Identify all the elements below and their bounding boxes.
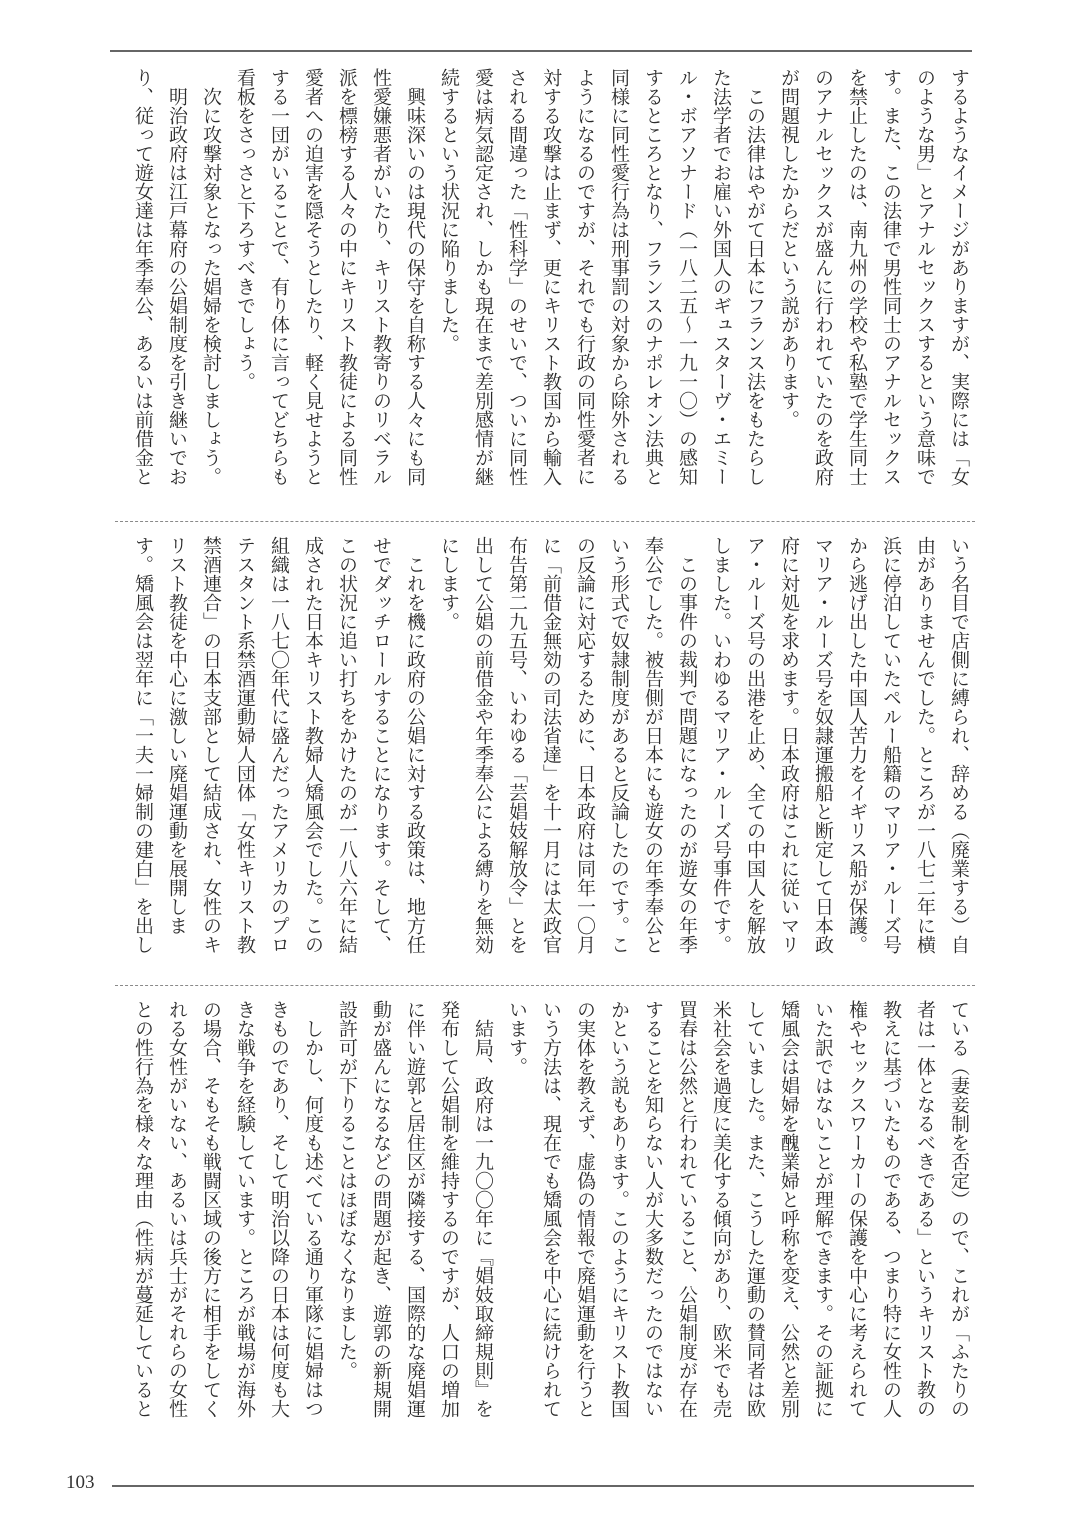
text-column: マリア・ルーズ号を奴隷運搬船と断定して日本政 <box>812 536 834 954</box>
text-column: との性行為を様々な理由（性病が蔓延していると <box>132 1000 154 1418</box>
text-column: 次に攻撃対象となった娼婦を検討しましょう。 <box>200 68 222 486</box>
text-column: 発布して公娼制を維持するのですが、人口の増加 <box>438 1000 460 1418</box>
text-column: 浜に停泊していたペルー船籍のマリア・ルーズ号 <box>880 536 902 954</box>
text-column: 動が盛んになるなどの問題が起き、遊郭の新規開 <box>370 1000 392 1418</box>
text-column: 明治政府は江戸幕府の公娼制度を引き継いでお <box>166 68 188 486</box>
text-column: この法律はやがて日本にフランス法をもたらし <box>744 68 766 486</box>
text-column: に伴い遊郭と居住区が隣接する、国際的な廃娼運 <box>404 1000 426 1418</box>
text-column: いう名目で店側に縛られ、辞める（廃業する）自 <box>948 536 970 954</box>
text-column: 同様に同性愛行為は刑事罰の対象から除外される <box>608 68 630 486</box>
text-column: の反論に対応するために、日本政府は同年一〇月 <box>574 536 596 954</box>
text-column: が問題視したからだという説があります。 <box>778 68 800 429</box>
text-tier-1 <box>126 68 976 514</box>
text-column: せでダッチロールすることになります。そして、 <box>370 536 392 954</box>
text-column: す。また、この法律で男性同士のアナルセックス <box>880 68 902 486</box>
text-column: 由がありませんでした。ところが一八七二年に横 <box>914 536 936 954</box>
text-column: いう形式で奴隷制度があると反論したのです。こ <box>608 536 630 954</box>
text-column: 興味深いのは現代の保守を自称する人々にも同 <box>404 68 426 486</box>
text-column: ている（妻妾制を否定）ので、これが「ふたりの <box>948 1000 970 1418</box>
text-column: しました。いわゆるマリア・ルーズ号事件です。 <box>710 536 732 954</box>
text-column: きな戦争を経験しています。ところが戦場が海外 <box>234 1000 256 1418</box>
text-column: 設許可が下りることはほぼなくなりました。 <box>336 1000 358 1380</box>
text-column: います。 <box>506 1000 528 1076</box>
text-column: 米社会を過度に美化する傾向があり、欧米でも売 <box>710 1000 732 1418</box>
text-column: 組織は一八七〇年代に盛んだったアメリカのプロ <box>268 536 290 954</box>
text-column: するところとなり、フランスのナポレオン法典と <box>642 68 664 486</box>
text-column: す。矯風会は翌年に「一夫一婦制の建白」を出し <box>132 536 154 954</box>
text-column: 買春は公然と行われていること、公娼制度が存在 <box>676 1000 698 1418</box>
text-column: することを知らない人が大多数だったのではない <box>642 1000 664 1418</box>
text-column: 派を標榜する人々の中にキリスト教徒による同性 <box>336 68 358 486</box>
text-column: 成された日本キリスト教婦人矯風会でした。この <box>302 536 324 954</box>
text-column: していました。また、こうした運動の賛同者は欧 <box>744 1000 766 1418</box>
text-column: 愛は病気認定され、しかも現在まで差別感情が継 <box>472 68 494 486</box>
text-column: する一団がいることで、有り体に言ってどちらも <box>268 68 290 486</box>
text-column: のアナルセックスが盛んに行われていたのを政府 <box>812 68 834 486</box>
text-column: の場合、そもそも戦闘区域の後方に相手をしてく <box>200 1000 222 1418</box>
text-column: 教えに基づいたものである、つまり特に女性の人 <box>880 1000 902 1418</box>
text-column: ル・ボアソナード（一八二五～一九一〇）の感知 <box>676 68 698 486</box>
text-column: 愛者への迫害を隠そうとしたり、軽く見せようと <box>302 68 324 486</box>
page-number: 103 <box>66 1472 95 1493</box>
tier-divider-2 <box>115 985 975 986</box>
text-column: 奉公でした。被告側が日本にも遊女の年季奉公と <box>642 536 664 954</box>
text-column: から逃げ出した中国人苦力をイギリス船が保護。 <box>846 536 868 954</box>
text-column: いた訳ではないことが理解できます。その証拠に <box>812 1000 834 1418</box>
text-column: この状況に追い打ちをかけたのが一八八六年に結 <box>336 536 358 954</box>
text-column: しかし、何度も述べている通り軍隊に娼婦はつ <box>302 1000 324 1418</box>
text-column: するようなイメージがありますが、実際には「女 <box>948 68 970 486</box>
text-column: 続するという状況に陥りました。 <box>438 68 460 353</box>
text-column: り、従って遊女達は年季奉公、あるいは前借金と <box>132 68 154 486</box>
text-column: 者は一体となるべきである」というキリスト教の <box>914 1000 936 1418</box>
text-column: た法学者でお雇い外国人のギュスターヴ・エミー <box>710 68 732 486</box>
text-tier-2 <box>126 536 976 982</box>
text-column: のような男」とアナルセックスするという意味で <box>914 68 936 486</box>
text-column: にします。 <box>438 536 460 631</box>
text-column: 出して公娼の前借金や年季奉公による縛りを無効 <box>472 536 494 954</box>
top-rule <box>110 50 972 52</box>
text-column: ア・ルーズ号の出港を止め、全ての中国人を解放 <box>744 536 766 954</box>
bottom-rule <box>112 1485 974 1487</box>
text-column: 矯風会は娼婦を醜業婦と呼称を変え、公然と差別 <box>778 1000 800 1418</box>
text-column: の実体を教えず、虚偽の情報で廃娼運動を行うと <box>574 1000 596 1418</box>
text-column: 布告第二九五号、いわゆる「芸娼妓解放令」とを <box>506 536 528 954</box>
text-column: 対する攻撃は止まず、更にキリスト教国から輸入 <box>540 68 562 486</box>
text-column: テスタント系禁酒運動婦人団体「女性キリスト教 <box>234 536 256 954</box>
text-column: この事件の裁判で問題になったのが遊女の年季 <box>676 536 698 954</box>
text-column: ようになるのですが、それでも行政の同性愛者に <box>574 68 596 486</box>
text-column: 府に対処を求めます。日本政府はこれに従いマリ <box>778 536 800 954</box>
text-column: 性愛嫌悪者がいたり、キリスト教寄りのリベラル <box>370 68 392 486</box>
text-column: きものであり、そして明治以降の日本は何度も大 <box>268 1000 290 1418</box>
text-column: リスト教徒を中心に激しい廃娼運動を展開しま <box>166 536 188 935</box>
text-tier-3 <box>126 1000 976 1476</box>
text-column: 結局、政府は一九〇〇年に『娼妓取締規則』を <box>472 1000 494 1418</box>
text-column: に「前借金無効の司法省達」を十一月には太政官 <box>540 536 562 954</box>
text-column: いう方法は、現在でも矯風会を中心に続けられて <box>540 1000 562 1418</box>
text-column: される間違った「性科学」のせいで、ついに同性 <box>506 68 528 486</box>
text-column: 禁酒連合」の日本支部として結成され、女性のキ <box>200 536 222 954</box>
text-column: 権やセックスワーカーの保護を中心に考えられて <box>846 1000 868 1418</box>
text-column: かという説もあります。このようにキリスト教国 <box>608 1000 630 1418</box>
text-column: これを機に政府の公娼に対する政策は、地方任 <box>404 536 426 954</box>
tier-divider-1 <box>115 521 975 522</box>
text-column: れる女性がいない、あるいは兵士がそれらの女性 <box>166 1000 188 1418</box>
text-column: を禁止したのは、南九州の学校や私塾で学生同士 <box>846 68 868 486</box>
text-column: 看板をさっさと下ろすべきでしょう。 <box>234 68 256 391</box>
